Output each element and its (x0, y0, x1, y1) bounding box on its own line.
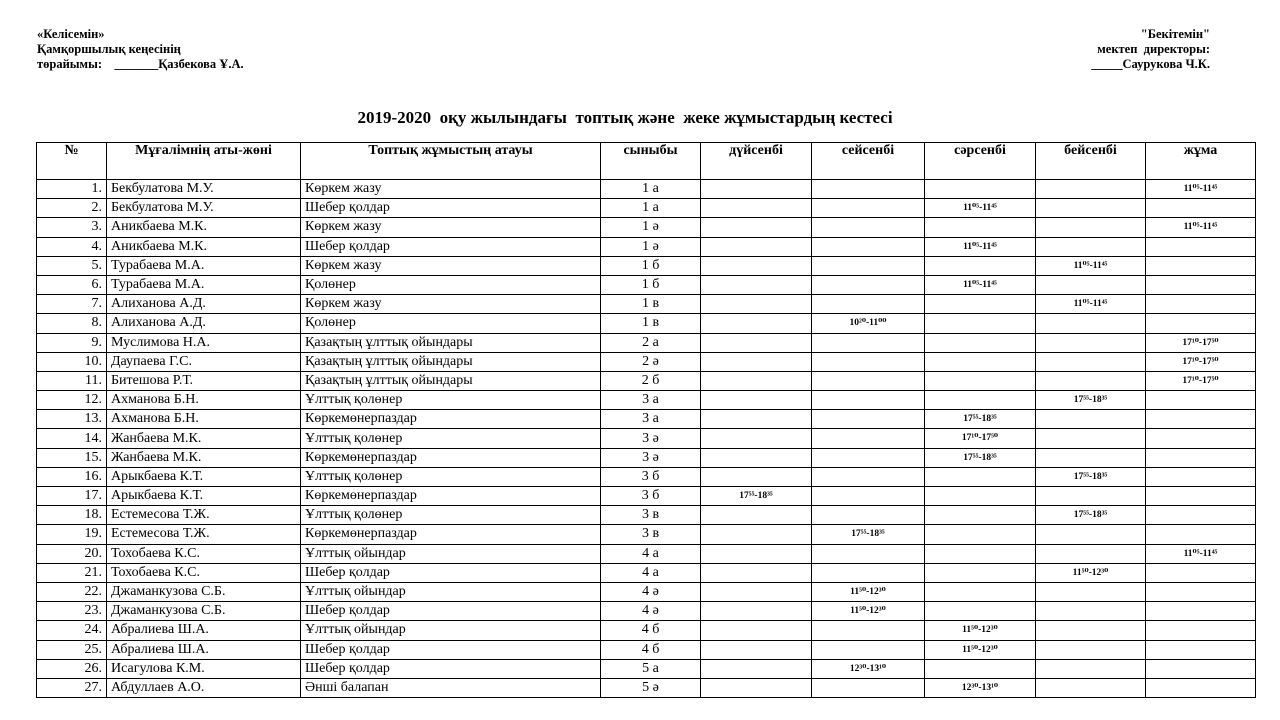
table-row (37, 352, 1256, 371)
friday-time (1146, 582, 1256, 601)
activity-name: Көркемөнерпаздар (301, 525, 601, 544)
wednesday-time (925, 333, 1036, 352)
friday-time (1146, 199, 1256, 218)
thursday-time (1036, 487, 1146, 506)
tuesday-time (812, 180, 925, 199)
friday-time (1146, 640, 1256, 659)
activity-name: Шебер қолдар (301, 659, 601, 678)
row-number: 27. (37, 678, 107, 697)
row-number: 5. (37, 256, 107, 275)
monday-time (701, 410, 812, 429)
activity-name: Қолөнер (301, 314, 601, 333)
thursday-time (1036, 621, 1146, 640)
table-row (37, 333, 1256, 352)
monday-time (701, 429, 812, 448)
grade: 1 ә (601, 218, 701, 237)
wednesday-time (925, 563, 1036, 582)
tuesday-time (812, 275, 925, 294)
wednesday-time: 17⁵⁵-18³⁵ (925, 448, 1036, 467)
row-number: 7. (37, 295, 107, 314)
friday-time: 17¹⁰-17⁵⁰ (1146, 333, 1256, 352)
tuesday-time (812, 563, 925, 582)
wednesday-time (925, 467, 1036, 486)
wednesday-time: 11⁵⁰-12³⁰ (925, 621, 1036, 640)
monday-time (701, 352, 812, 371)
friday-time (1146, 410, 1256, 429)
monday-time (701, 563, 812, 582)
row-number: 10. (37, 352, 107, 371)
tuesday-time (812, 410, 925, 429)
wednesday-time: 11⁵⁰-12³⁰ (925, 640, 1036, 659)
teacher-name: Турабаева М.А. (107, 256, 301, 275)
table-row (37, 640, 1256, 659)
friday-time: 11⁰⁵-11⁴⁵ (1146, 180, 1256, 199)
row-number: 22. (37, 582, 107, 601)
friday-time (1146, 602, 1256, 621)
approval-block-right (1091, 27, 1210, 72)
teacher-name: Естемесова Т.Ж. (107, 525, 301, 544)
tuesday-time (812, 352, 925, 371)
thursday-time (1036, 237, 1146, 256)
row-number: 21. (37, 563, 107, 582)
wednesday-time: 11⁰⁵-11⁴⁵ (925, 199, 1036, 218)
monday-time (701, 525, 812, 544)
col-header-friday: жұма (1146, 143, 1256, 180)
thursday-time (1036, 429, 1146, 448)
teacher-name: Арыкбаева К.Т. (107, 467, 301, 486)
tuesday-time: 11⁵⁰-12³⁰ (812, 582, 925, 601)
table-row (37, 429, 1256, 448)
grade: 1 ә (601, 237, 701, 256)
monday-time (701, 295, 812, 314)
monday-time (701, 659, 812, 678)
row-number: 16. (37, 467, 107, 486)
thursday-time (1036, 659, 1146, 678)
grade: 5 а (601, 659, 701, 678)
document-title: 2019-2020 оқу жылындағы топтық және жеке жұмыстардың кестесі (357, 108, 893, 127)
friday-time (1146, 448, 1256, 467)
wednesday-time: 12³⁰-13¹⁰ (925, 678, 1036, 697)
friday-time (1146, 467, 1256, 486)
tuesday-time (812, 295, 925, 314)
monday-time (701, 678, 812, 697)
tuesday-time (812, 621, 925, 640)
teacher-name: Исагулова К.М. (107, 659, 301, 678)
thursday-time (1036, 275, 1146, 294)
friday-time (1146, 314, 1256, 333)
tuesday-time (812, 256, 925, 275)
monday-time (701, 640, 812, 659)
teacher-name: Бекбулатова М.У. (107, 180, 301, 199)
tuesday-time (812, 199, 925, 218)
row-number: 15. (37, 448, 107, 467)
wednesday-time (925, 391, 1036, 410)
table-row (37, 314, 1256, 333)
teacher-name: Аникбаева М.К. (107, 218, 301, 237)
wednesday-time (925, 582, 1036, 601)
friday-time (1146, 487, 1256, 506)
monday-time (701, 506, 812, 525)
teacher-name: Ахманова Б.Н. (107, 391, 301, 410)
monday-time (701, 180, 812, 199)
table-header-row (37, 143, 1256, 180)
activity-name: Көркем жазу (301, 295, 601, 314)
grade: 2 ә (601, 352, 701, 371)
tuesday-time (812, 506, 925, 525)
wednesday-time (925, 218, 1036, 237)
table-row (37, 295, 1256, 314)
monday-time (701, 391, 812, 410)
schedule-body (37, 180, 1256, 698)
table-row (37, 621, 1256, 640)
thursday-time (1036, 199, 1146, 218)
friday-time (1146, 563, 1256, 582)
activity-name: Көркем жазу (301, 218, 601, 237)
table-row (37, 678, 1256, 697)
monday-time (701, 218, 812, 237)
tuesday-time: 10²⁰-11⁰⁰ (812, 314, 925, 333)
thursday-time (1036, 448, 1146, 467)
friday-time (1146, 391, 1256, 410)
approval-block-left (37, 27, 244, 72)
friday-time: 17¹⁰-17⁵⁰ (1146, 371, 1256, 390)
grade: 3 а (601, 391, 701, 410)
tuesday-time: 17⁵⁵-18³⁵ (812, 525, 925, 544)
grade: 3 в (601, 506, 701, 525)
wednesday-time: 17⁵⁵-18³⁵ (925, 410, 1036, 429)
friday-time (1146, 525, 1256, 544)
wednesday-time (925, 487, 1036, 506)
wednesday-time (925, 602, 1036, 621)
row-number: 20. (37, 544, 107, 563)
thursday-time (1036, 352, 1146, 371)
col-header-tuesday: сейсенбі (812, 143, 925, 180)
col-header-teacher: Мұғалімнің аты-жөні (107, 143, 301, 180)
col-header-thursday: бейсенбі (1036, 143, 1146, 180)
monday-time (701, 275, 812, 294)
grade: 3 б (601, 487, 701, 506)
wednesday-time (925, 525, 1036, 544)
friday-time (1146, 256, 1256, 275)
teacher-name: Алиханова А.Д. (107, 314, 301, 333)
thursday-time: 17⁵⁵-18³⁵ (1036, 467, 1146, 486)
grade: 3 ә (601, 448, 701, 467)
tuesday-time (812, 467, 925, 486)
thursday-time: 17⁵⁵-18³⁵ (1036, 506, 1146, 525)
teacher-name: Муслимова Н.А. (107, 333, 301, 352)
activity-name: Қазақтың ұлттық ойындары (301, 371, 601, 390)
table-row (37, 410, 1256, 429)
row-number: 23. (37, 602, 107, 621)
activity-name: Шебер қолдар (301, 199, 601, 218)
activity-name: Көркемөнерпаздар (301, 410, 601, 429)
grade: 4 б (601, 621, 701, 640)
wednesday-time (925, 295, 1036, 314)
row-number: 8. (37, 314, 107, 333)
approval-left-line-2: Қамқоршылық кеңесінің (37, 42, 181, 56)
monday-time (701, 602, 812, 621)
row-number: 13. (37, 410, 107, 429)
activity-name: Ұлттық қолөнер (301, 506, 601, 525)
tuesday-time (812, 448, 925, 467)
friday-time (1146, 621, 1256, 640)
thursday-time (1036, 525, 1146, 544)
wednesday-time (925, 659, 1036, 678)
table-row (37, 659, 1256, 678)
tuesday-time (812, 678, 925, 697)
wednesday-time: 11⁰⁵-11⁴⁵ (925, 237, 1036, 256)
table-row (37, 602, 1256, 621)
grade: 1 а (601, 180, 701, 199)
wednesday-time (925, 371, 1036, 390)
grade: 2 б (601, 371, 701, 390)
row-number: 18. (37, 506, 107, 525)
friday-time: 11⁰⁵-11⁴⁵ (1146, 218, 1256, 237)
col-header-grade: сыныбы (601, 143, 701, 180)
col-header-wednesday: сәрсенбі (925, 143, 1036, 180)
friday-time: 11⁰⁵-11⁴⁵ (1146, 544, 1256, 563)
grade: 1 в (601, 295, 701, 314)
wednesday-time (925, 180, 1036, 199)
activity-name: Шебер қолдар (301, 640, 601, 659)
table-row (37, 544, 1256, 563)
activity-name: Шебер қолдар (301, 602, 601, 621)
monday-time (701, 621, 812, 640)
table-row (37, 218, 1256, 237)
grade: 1 в (601, 314, 701, 333)
thursday-time (1036, 582, 1146, 601)
thursday-time: 11⁵⁰-12³⁰ (1036, 563, 1146, 582)
teacher-name: Жанбаева М.К. (107, 429, 301, 448)
table-row (37, 180, 1256, 199)
row-number: 19. (37, 525, 107, 544)
row-number: 4. (37, 237, 107, 256)
tuesday-time (812, 487, 925, 506)
row-number: 1. (37, 180, 107, 199)
activity-name: Ұлттық ойындар (301, 544, 601, 563)
teacher-name: Абралиева Ш.А. (107, 640, 301, 659)
monday-time (701, 467, 812, 486)
friday-time: 17¹⁰-17⁵⁰ (1146, 352, 1256, 371)
activity-name: Ұлттық қолөнер (301, 467, 601, 486)
table-row (37, 582, 1256, 601)
teacher-name: Джаманкузова С.Б. (107, 602, 301, 621)
monday-time (701, 314, 812, 333)
schedule-table (36, 142, 1256, 698)
grade: 4 ә (601, 602, 701, 621)
activity-name: Шебер қолдар (301, 237, 601, 256)
teacher-name: Джаманкузова С.Б. (107, 582, 301, 601)
activity-name: Ұлттық қолөнер (301, 429, 601, 448)
activity-name: Көркемөнерпаздар (301, 448, 601, 467)
teacher-name: Абралиева Ш.А. (107, 621, 301, 640)
thursday-time (1036, 371, 1146, 390)
monday-time (701, 582, 812, 601)
monday-time (701, 371, 812, 390)
wednesday-time: 17¹⁰-17⁵⁰ (925, 429, 1036, 448)
activity-name: Көркемөнерпаздар (301, 487, 601, 506)
tuesday-time (812, 640, 925, 659)
friday-time (1146, 275, 1256, 294)
grade: 4 б (601, 640, 701, 659)
approval-right-line-3: _____Саурукова Ч.К. (1091, 57, 1210, 71)
table-row (37, 275, 1256, 294)
table-row (37, 371, 1256, 390)
wednesday-time (925, 544, 1036, 563)
row-number: 25. (37, 640, 107, 659)
col-header-number: № (37, 143, 107, 180)
tuesday-time (812, 218, 925, 237)
row-number: 17. (37, 487, 107, 506)
thursday-time (1036, 602, 1146, 621)
tuesday-time: 11⁵⁰-12³⁰ (812, 602, 925, 621)
tuesday-time (812, 391, 925, 410)
friday-time (1146, 295, 1256, 314)
monday-time (701, 544, 812, 563)
teacher-name: Жанбаева М.К. (107, 448, 301, 467)
activity-name: Көркем жазу (301, 256, 601, 275)
grade: 3 в (601, 525, 701, 544)
teacher-name: Абдуллаев А.О. (107, 678, 301, 697)
table-row (37, 256, 1256, 275)
row-number: 24. (37, 621, 107, 640)
thursday-time (1036, 544, 1146, 563)
teacher-name: Даупаева Г.С. (107, 352, 301, 371)
monday-time (701, 333, 812, 352)
table-row (37, 391, 1256, 410)
grade: 5 ә (601, 678, 701, 697)
approval-right-line-2: мектеп директоры: (1097, 42, 1210, 56)
tuesday-time: 12³⁰-13¹⁰ (812, 659, 925, 678)
grade: 1 б (601, 275, 701, 294)
teacher-name: Турабаева М.А. (107, 275, 301, 294)
thursday-time: 17⁵⁵-18³⁵ (1036, 391, 1146, 410)
table-row (37, 237, 1256, 256)
grade: 2 а (601, 333, 701, 352)
activity-name: Шебер қолдар (301, 563, 601, 582)
approval-left-line-1: «Келісемін» (37, 27, 105, 41)
activity-name: Ұлттық ойындар (301, 582, 601, 601)
grade: 3 ә (601, 429, 701, 448)
col-header-activity: Топтық жұмыстың атауы (301, 143, 601, 180)
activity-name: Қазақтың ұлттық ойындары (301, 352, 601, 371)
grade: 4 а (601, 563, 701, 582)
tuesday-time (812, 333, 925, 352)
row-number: 9. (37, 333, 107, 352)
activity-name: Көркем жазу (301, 180, 601, 199)
wednesday-time (925, 314, 1036, 333)
tuesday-time (812, 371, 925, 390)
teacher-name: Аникбаева М.К. (107, 237, 301, 256)
friday-time (1146, 659, 1256, 678)
approval-left-line-3: төрайымы: _______Қазбекова Ұ.А. (37, 57, 244, 71)
row-number: 12. (37, 391, 107, 410)
table-row (37, 467, 1256, 486)
monday-time (701, 237, 812, 256)
row-number: 14. (37, 429, 107, 448)
approval-right-line-1: "Бекітемін" (1140, 27, 1210, 41)
teacher-name: Естемесова Т.Ж. (107, 506, 301, 525)
row-number: 3. (37, 218, 107, 237)
col-header-monday: дүйсенбі (701, 143, 812, 180)
row-number: 2. (37, 199, 107, 218)
friday-time (1146, 237, 1256, 256)
tuesday-time (812, 429, 925, 448)
grade: 4 а (601, 544, 701, 563)
thursday-time: 11⁰⁵-11⁴⁵ (1036, 295, 1146, 314)
thursday-time (1036, 410, 1146, 429)
teacher-name: Тохобаева К.С. (107, 544, 301, 563)
tuesday-time (812, 544, 925, 563)
grade: 1 а (601, 199, 701, 218)
activity-name: Әнші балапан (301, 678, 601, 697)
thursday-time (1036, 640, 1146, 659)
teacher-name: Арыкбаева К.Т. (107, 487, 301, 506)
tuesday-time (812, 237, 925, 256)
table-row (37, 506, 1256, 525)
activity-name: Қолөнер (301, 275, 601, 294)
table-row (37, 525, 1256, 544)
teacher-name: Битешова Р.Т. (107, 371, 301, 390)
wednesday-time (925, 506, 1036, 525)
teacher-name: Тохобаева К.С. (107, 563, 301, 582)
monday-time (701, 256, 812, 275)
grade: 3 б (601, 467, 701, 486)
monday-time (701, 199, 812, 218)
teacher-name: Бекбулатова М.У. (107, 199, 301, 218)
wednesday-time (925, 352, 1036, 371)
row-number: 26. (37, 659, 107, 678)
wednesday-time: 11⁰⁵-11⁴⁵ (925, 275, 1036, 294)
grade: 1 б (601, 256, 701, 275)
friday-time (1146, 429, 1256, 448)
thursday-time (1036, 314, 1146, 333)
teacher-name: Алиханова А.Д. (107, 295, 301, 314)
teacher-name: Ахманова Б.Н. (107, 410, 301, 429)
thursday-time: 11⁰⁵-11⁴⁵ (1036, 256, 1146, 275)
row-number: 6. (37, 275, 107, 294)
monday-time (701, 448, 812, 467)
table-row (37, 448, 1256, 467)
wednesday-time (925, 256, 1036, 275)
table-row (37, 487, 1256, 506)
thursday-time (1036, 678, 1146, 697)
activity-name: Қазақтың ұлттық ойындары (301, 333, 601, 352)
table-row (37, 199, 1256, 218)
thursday-time (1036, 218, 1146, 237)
table-row (37, 563, 1256, 582)
thursday-time (1036, 180, 1146, 199)
grade: 3 а (601, 410, 701, 429)
thursday-time (1036, 333, 1146, 352)
activity-name: Ұлттық қолөнер (301, 391, 601, 410)
monday-time: 17⁵⁵-18³⁵ (701, 487, 812, 506)
activity-name: Ұлттық ойындар (301, 621, 601, 640)
row-number: 11. (37, 371, 107, 390)
friday-time (1146, 506, 1256, 525)
friday-time (1146, 678, 1256, 697)
grade: 4 ә (601, 582, 701, 601)
